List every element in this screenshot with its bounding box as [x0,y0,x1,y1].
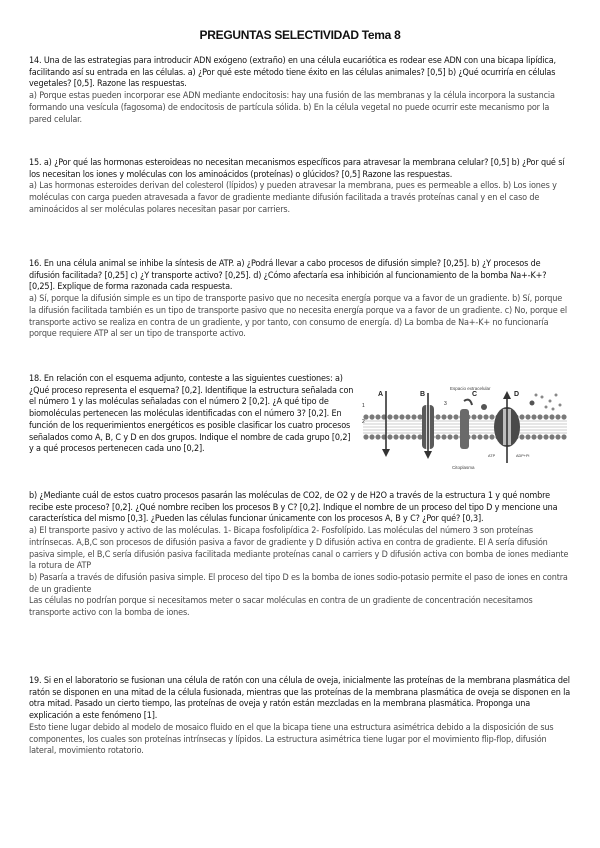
question-19-text: 19. Si en el laboratorio se fusionan una célula de ratón con una célula de oveja, inicialmente las proteínas de la membrana plasmática del ratón se disponen en una mitad de la célula fusionada, mientras que las proteínas de la membrana plasmática de oveja se disponen en la otra mitad. Pasado un cierto tiempo, las proteínas de oveja y ratón están mezcladas en la membrana plasmática. Proponga una explicación a este fenómeno [1]. [29,676,571,722]
question-18-text-b: b) ¿Mediante cuál de estos cuatro procesos pasarán las moléculas de CO2, de O2 y de H2O a través de la estructura 1 y qué nombre recibe este proceso? [0,2]. ¿Qué nombre reciben los procesos B y C? [0,2]. Indique el nombre de un proceso del tipo D y mencione una característica del mismo [0,3]. ¿Pueden las células funcionar únicamente con los procesos A, B y C? ¿Por qué? [0,3]. [29,491,558,525]
carrier-arm [464,400,472,405]
solute-dots [535,394,562,411]
label-a: A [378,391,384,398]
page-title: PREGUNTAS SELECTIVIDAD Tema 8 [199,28,401,42]
diagram-top-label: Espacio extracelular [450,386,491,391]
membrane-transport-diagram [360,383,573,483]
answer-15-text: a) Las hormonas esteroides derivan del colesterol (lípidos) y pueden atravesar la membrana, pues es permeable a ellos. b) Los iones y moléculas con carga pueden atravesada a favor de gradiente mediante difusión facilitada a través proteínas canal y en el caso de aminoácidos al ser moléculas polares necesitan pasar por carriers. [29,181,557,215]
label-adp: ADP+Pi [516,454,530,458]
question-19 [29,676,571,758]
question-18-part1 [29,374,357,456]
question-15 [29,158,571,217]
answer-18-c: Las células no podrían porque si necesitamos meter o sacar moléculas en contra de un gradiente de concentración necesitamos transporte activo con la bomba de iones. [29,596,533,619]
question-16-text: 16. En una célula animal se inhibe la síntesis de ATP. a) ¿Podrá llevar a cabo procesos de difusión simple? [0,25]. b) ¿Y procesos de difusión facilitada? [0,25] c) ¿Y transporte activo? [0,25]. d) ¿Cómo afectaría esa inhibición al funcionamiento de la bomba Na+-K+? [0,25]. Explique de forma razonada cada respuesta. [29,259,547,293]
question-14-text: 14. Una de las estrategias para introducir ADN exógeno (extraño) en una célula eucariótica es rodear ese ADN con una bicapa lipídica, facilitando así su entrada en las células. a) ¿Por qué este método tiene éxito en las células animales? [0,5] b) ¿Qué ocurriría en células vegetales? [0,5]. Razone las respuestas. [29,56,556,90]
answer-18-a: a) El transporte pasivo y activo de las moléculas. 1- Bicapa fosfolipídica 2- Fosfolípido. Las moléculas del número 3 son proteínas intrínsecas. A,B,C son procesos de difusión pasiva a favor de gradiente y D difusión activa en contra de gradiente. El A sería difusión pasiva simple, el B,C sería difusión pasiva facilitada mediante proteínas canal o carriers y D difusión activa con bomba de iones mediante la rotura de ATP [29,526,569,572]
label-b: B [420,391,426,398]
question-16 [29,259,571,341]
label-c: C [472,391,478,398]
label-1: 1 [362,403,365,409]
diagram-bottom-label: Citoplasma [452,465,475,470]
molecule-outside [530,401,535,406]
molecule-3 [481,404,487,410]
carrier-protein-c [460,409,469,449]
membrane-diagram-svg [360,383,573,483]
label-d: D [514,391,520,398]
label-3: 3 [444,401,447,407]
answer-14-text: a) Porque estas pueden incorporar ese ADN mediante endocitosis: hay una fusión de las membranas y la célula incorpora la sustancia formando una vesícula (fagosoma) de endocitosis de partícula sólida. b) En la célula vegetal no puede ocurrir este mecanismo por la pared celular. [29,91,555,125]
question-18-part2 [29,491,571,620]
answer-18-b: b) Pasaría a través de difusión pasiva simple. El proceso del tipo D es la bomba de iones sodio-potasio permite el paso de iones en contra de un gradiente [29,572,568,595]
label-2: 2 [362,419,365,425]
label-atp: ATP [488,454,496,458]
question-18-text-a: 18. En relación con el esquema adjunto, conteste a las siguientes cuestiones: a) ¿Qué proceso representa el esquema? [0,2]. Identifique la estructura señalada con el número 1 y las moléculas señaladas con el número 2 [0,2]. ¿A qué tipo de biomoléculas pertenecen las moléculas identificadas con el número 3? [0,2]. En función de los requerimientos energéticos es posible clasificar los cuatro procesos señalados como A, B, C y D en dos grupos. Indique el nombre de cada grupo [0,2] y a qué procesos pertenecen cada uno [0,2]. [29,374,354,455]
answer-16-text: a) Sí, porque la difusión simple es un tipo de transporte pasivo que no necesita energía porque va a favor de un gradiente. b) Sí, porque la difusión facilitada también es un tipo de transporte pasivo que no necesita energía porque va a favor de un gradiente. c) No, porque el transporte activo se realiza en contra de un gradiente, y por tanto, con consumo de energía. d) La bomba de Na+-K+ no funcionaría porque requiere ATP al ser un tipo de transporte activo. [29,294,567,340]
answer-19-text: Esto tiene lugar debido al modelo de mosaico fluido en el que la bicapa tiene una estructura asimétrica debido a la disposición de sus componentes, los cuales son proteínas intrínsecas y lípidos. La estructura asimétrica tiene lugar por el movimiento flip-flop, difusión lateral, movimiento rotatorio. [29,722,554,757]
question-14 [29,56,571,126]
question-15-text: 15. a) ¿Por qué las hormonas esteroideas no necesitan mecanismos específicos para atravesar la membrana celular? [0,5] b) ¿Por qué sí los necesitan los iones y moléculas con los aminoácidos (proteínas) o glúcidos? [0,5] Razone las respuestas. [29,158,565,180]
